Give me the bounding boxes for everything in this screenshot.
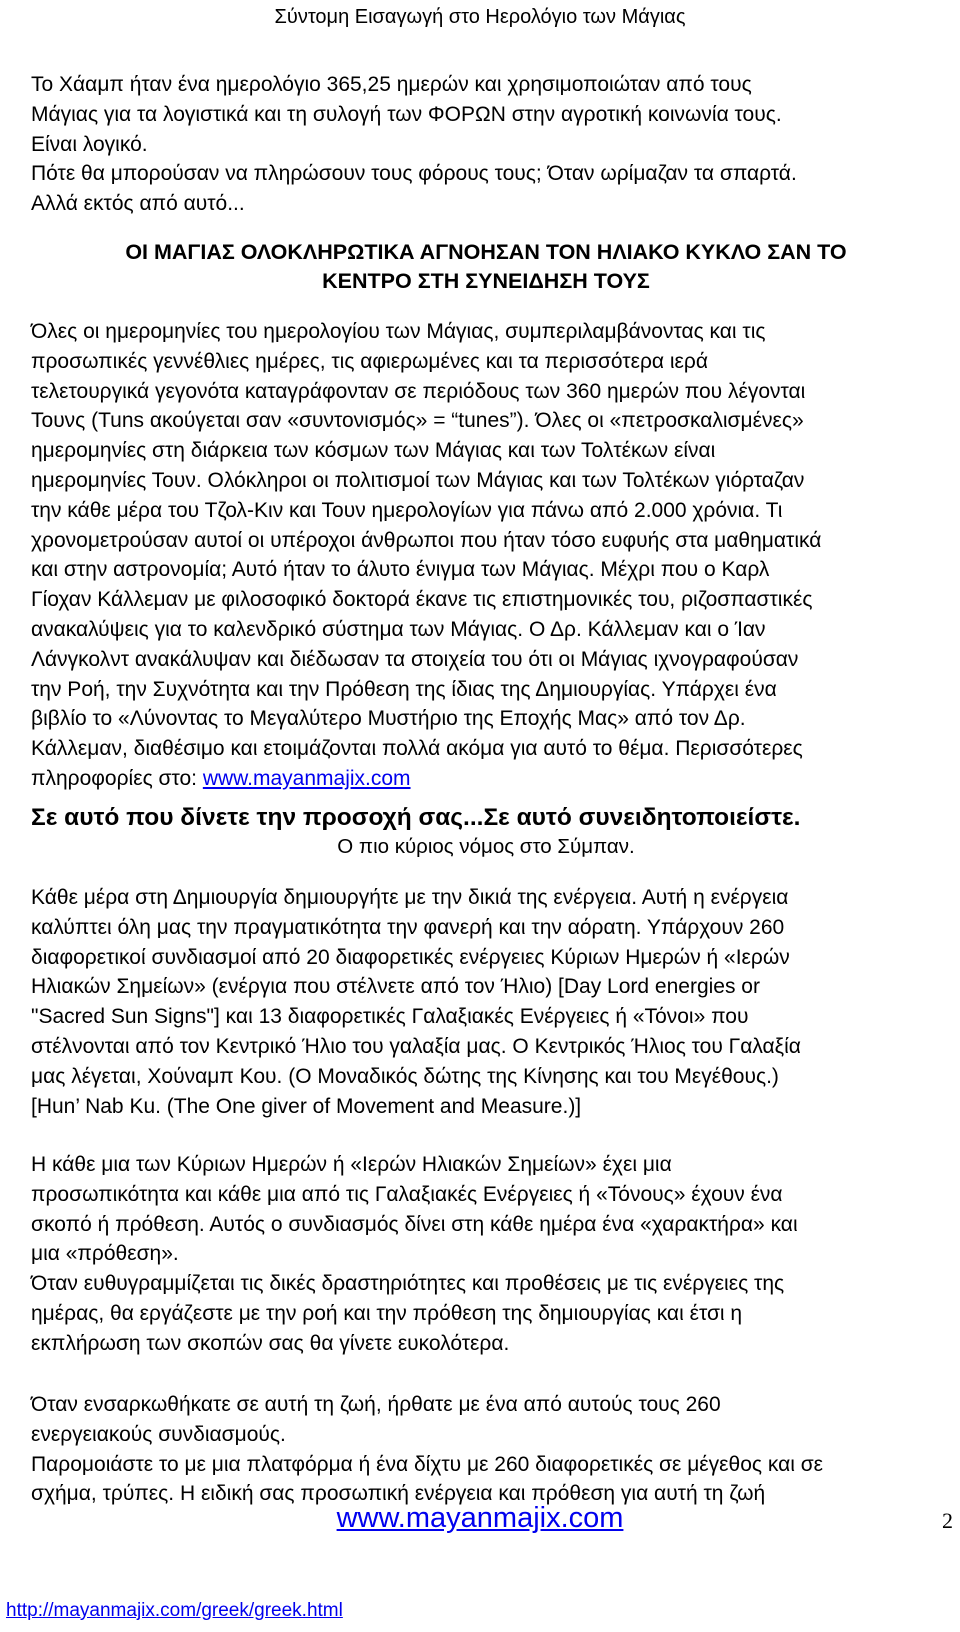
text-line: [Hun’ Nab Ku. (The One giver of Movement and Measure.)] bbox=[31, 1094, 582, 1118]
body-paragraph-3 bbox=[31, 1150, 941, 1359]
text-line-prefix: πληροφορίες στο: bbox=[31, 766, 203, 790]
text-line: καλύπτει όλη μας την πραγματικότητα την φανερή και την αόρατη. Υπάρχουν 260 bbox=[31, 915, 785, 939]
text-line: Όλες οι ημερομηνίες του ημερολογίου των Μάγιας, συμπεριλαμβάνοντας και τις bbox=[31, 320, 766, 343]
text-line: Το Χάαμπ ήταν ένα ημερολόγιο 365,25 ημερών και χρησιμοποιώταν από τους bbox=[31, 73, 752, 96]
text-line: Η κάθε μια των Κύριων Ημερών ή «Ιερών Ηλιακών Σημείων» έχει μια bbox=[31, 1153, 672, 1176]
text-line: μια «πρόθεση». bbox=[31, 1242, 179, 1266]
text-line: ανακαλύψεις για το καλενδρικό σύστημα των Μάγιας. Ο Δρ. Κάλλεμαν και ο Ίαν bbox=[31, 617, 766, 641]
motto-title: Σε αυτό που δίνετε την προσοχή σας...Σε αυτό συνειδητοποιείστε. bbox=[31, 804, 801, 831]
text-line: Τουνς (Tuns ακούγεται σαν «συντονισμός» = “tunes”). Όλες οι «πετροσκαλισμένες» bbox=[31, 409, 804, 433]
text-line: και στην αστρονομία; Αυτό ήταν το άλυτο ένιγμα των Μάγιας. Μέχρι που ο Καρλ bbox=[31, 558, 770, 582]
footer-site-link[interactable]: www.mayanmajix.com bbox=[336, 1502, 624, 1534]
text-line: Κάλλεμαν, διαθέσιμο και ετοιμάζονται πολλά ακόμα για αυτό το θέμα. Περισσότερες bbox=[31, 737, 803, 761]
text-line: Ηλιακών Σημείων» (ενέργια που στέλνετε από τον Ήλιο) [Day Lord energies or bbox=[31, 975, 760, 999]
body-paragraph-2 bbox=[31, 883, 941, 1121]
footer-site-link-wrapper bbox=[0, 1502, 960, 1535]
text-line: Παρομοιάστε το με μια πλατφόρμα ή ένα δίχτυ με 260 διαφορετικές σε μέγεθος και σε bbox=[31, 1452, 824, 1476]
text-line: ενεργειακούς συνδιασμούς. bbox=[31, 1422, 286, 1446]
text-line: την κάθε μέρα του Τζολ-Κιν και Τουν ημερολογίων για πάνω από 2.000 χρόνια. Τι bbox=[31, 498, 783, 522]
text-line: Όταν ενσαρκωθήκατε σε αυτή τη ζωή, ήρθατε με ένα από αυτούς τους 260 bbox=[31, 1393, 721, 1416]
text-line: τελετουργικά γεγονότα καταγράφονταν σε περιόδους των 360 ημερών που λέγονται bbox=[31, 379, 806, 403]
text-line: σχήμα, τρύπες. Η ειδική σας προσωπική ενέργεια και πρόθεση για αυτή τη ζωή bbox=[31, 1482, 766, 1506]
mayanmajix-link[interactable]: www.mayanmajix.com bbox=[202, 766, 411, 790]
text-line: χρονομετρούσαν αυτοί οι υπέροχοι άνθρωποι που ήταν τόσο ευφυής στα μαθηματικά bbox=[31, 528, 822, 552]
text-line: Πότε θα μπορούσαν να πληρώσουν τους φόρους τους; Όταν ωρίμαζαν τα σπαρτά. bbox=[31, 162, 797, 186]
text-line: την Ροή, την Συχνότητα και την Πρόθεση της ίδιας της Δημιουργίας. Υπάρχει ένα bbox=[31, 677, 777, 701]
text-line: σκοπό ή πρόθεση. Αυτός ο συνδιασμός δίνει στη κάθε ημέρα ένα «χαρακτήρα» και bbox=[31, 1212, 798, 1236]
intro-paragraph bbox=[31, 70, 941, 219]
heading-line: ΟΙ ΜΑΓΙΑΣ ΟΛΟΚΛΗΡΩΤΙΚΑ ΑΓΝΟΗΣΑΝ ΤΟΝ ΗΛΙΑΚΟ ΚΥΚΛΟ ΣΑΝ ΤΟ bbox=[125, 240, 847, 264]
text-line: διαφορετικοί συνδιασμοί από 20 διαφορετικές ενέργειες Κύριων Ημερών ή «Ιερών bbox=[31, 945, 790, 969]
text-line: ημερομηνίες Τουν. Ολόκληροι οι πολιτισμοί των Μάγιας και των Τολτέκων γιόρταζαν bbox=[31, 468, 805, 492]
text-line: ημέρας, θα εργάζεστε με την ροή και την πρόθεση της δημιουργίας και έτσι η bbox=[31, 1301, 743, 1325]
text-line: Μάγιας για τα λογιστικά και τη συλογή των ΦΟΡΩΝ στην αγροτική κοινωνία τους. bbox=[31, 102, 782, 126]
page-number: 2 bbox=[942, 1508, 953, 1533]
section-heading bbox=[31, 238, 941, 296]
text-line: Αλλά εκτός από αυτό... bbox=[31, 192, 245, 216]
footer-url-wrapper bbox=[6, 1600, 343, 1622]
text-line: Όταν ευθυγραμμίζεται τις δικές δραστηριότητες και προθέσεις με τις ενέργειες της bbox=[31, 1272, 785, 1296]
text-line: προσωπικές γεννέθλιες ημέρες, τις αφιερωμένες και τα περισσότερα ιερά bbox=[31, 349, 709, 373]
body-paragraph-1 bbox=[31, 317, 941, 794]
page-header-title: Σύντομη Εισαγωγή στο Ηερολόγιο των Μάγιας bbox=[274, 6, 686, 28]
text-line: βιβλίο το «Λύνοντας το Μεγαλύτερο Μυστήριο της Εποχής Μας» από τον Δρ. bbox=[31, 707, 746, 731]
text-line: Λάνγκολντ ανακάλυψαν και διέδωσαν τα στοιχεία του ότι οι Μάγιας ιχνογραφούσαν bbox=[31, 647, 799, 671]
text-line: προσωπικότητα και κάθε μια από τις Γαλαξιακές Ενέργειες ή «Τόνους» έχουν ένα bbox=[31, 1182, 783, 1206]
text-line: Γίοχαν Κάλλεμαν με φιλοσοφικό δοκτορά έκανε τις επιστημονικές του, ριζοσπαστικές bbox=[31, 588, 813, 612]
footer-url-link[interactable]: http://mayanmajix.com/greek/greek.html bbox=[6, 1600, 343, 1621]
text-line: Κάθε μέρα στη Δημιουργία δημιουργήτε με την δικιά της ενέργεια. Αυτή η ενέργεια bbox=[31, 886, 789, 909]
text-line: ημερομηνίες στη διάρκεια των κόσμων των Μάγιας και των Τολτέκων είναι bbox=[31, 439, 716, 463]
text-line: στέλνονται από τον Κεντρικό Ήλιο του γαλαξία μας. Ο Κεντρικός Ήλιος του Γαλαξία bbox=[31, 1034, 801, 1058]
body-paragraph-4 bbox=[31, 1390, 941, 1509]
heading-line: ΚΕΝΤΡΟ ΣΤΗ ΣΥΝΕΙΔΗΣΗ ΤΟΥΣ bbox=[322, 269, 650, 293]
text-line: μας λέγεται, Χούναμπ Κου. (Ο Μοναδικός δώτης της Κίνησης και του Μεγέθους.) bbox=[31, 1064, 779, 1088]
text-line bbox=[31, 764, 941, 794]
text-line: Είναι λογικό. bbox=[31, 132, 148, 156]
text-line: "Sacred Sun Signs"] και 13 διαφορετικές Γαλαξιακές Ενέργειες ή «Τόνοι» που bbox=[31, 1005, 749, 1029]
text-line: εκπλήρωση των σκοπών σας θα γίνετε ευκολότερα. bbox=[31, 1331, 510, 1355]
motto-subtitle: Ο πιο κύριος νόμος στο Σύμπαν. bbox=[337, 835, 635, 858]
